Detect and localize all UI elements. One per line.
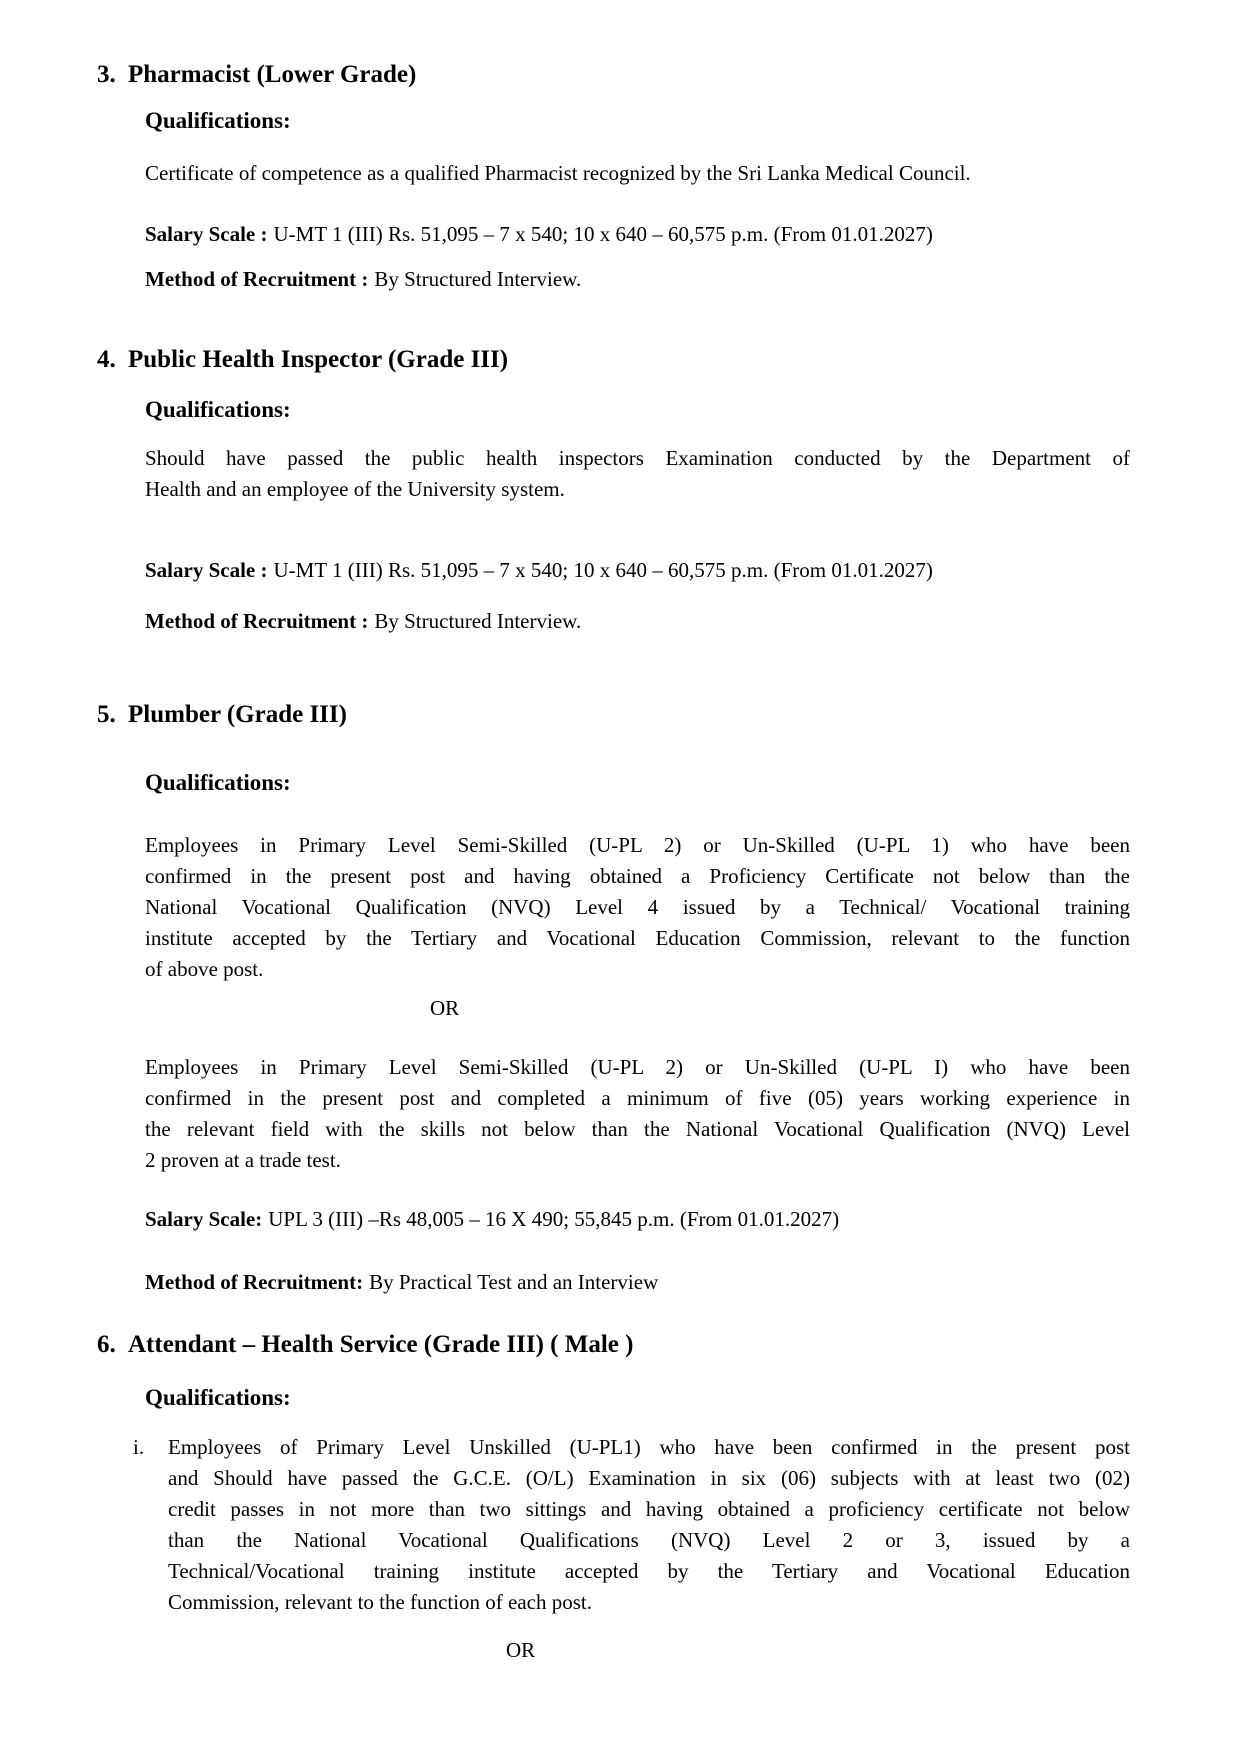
section-title: Pharmacist (Lower Grade) [128, 61, 417, 88]
paragraph-line: than the National Vocational Qualifications (NVQ) Level 2 or 3, issued by a [168, 1528, 1130, 1552]
salary-scale-line [145, 1204, 1130, 1235]
paragraph-line: Should have passed the public health inspectors Examination conducted by the Department of [145, 446, 1130, 470]
section-number: 4. [97, 346, 116, 373]
or-separator: OR [506, 1638, 536, 1662]
method-of-recruitment-line [145, 1267, 1130, 1298]
paragraph-line: Commission, relevant to the function of each post. [168, 1590, 592, 1614]
method-of-recruitment-line [145, 606, 1130, 637]
section-title: Attendant – Health Service (Grade III) ( Male ) [128, 1331, 634, 1358]
section-heading [97, 1330, 1130, 1360]
section-plumber [97, 700, 1130, 1298]
paragraph-line: institute accepted by the Tertiary and Vocational Education Commission, relevant to the function [145, 926, 1130, 950]
section-pharmacist [97, 60, 1130, 295]
method-of-recruitment-value: By Structured Interview. [374, 267, 582, 291]
section-number: 5. [97, 701, 116, 728]
qualification-list-item [133, 1432, 1130, 1618]
list-item-text [168, 1432, 1130, 1618]
section-heading [97, 60, 1130, 90]
paragraph-line: Employees of Primary Level Unskilled (U-PL1) who have been confirmed in the present post [168, 1435, 1130, 1459]
qualification-paragraph [145, 443, 1130, 505]
method-of-recruitment-label: Method of Recruitment: [145, 1270, 364, 1294]
method-of-recruitment-line [145, 264, 1130, 295]
qualification-paragraph [145, 830, 1130, 985]
section-heading [97, 345, 1130, 375]
list-item-marker: i. [133, 1435, 145, 1459]
salary-scale-label: Salary Scale : [145, 558, 268, 582]
section-number: 6. [97, 1331, 116, 1358]
qualifications-label: Qualifications: [145, 770, 291, 795]
paragraph-line: National Vocational Qualification (NVQ) Level 4 issued by a Technical/ Vocational training [145, 895, 1130, 919]
salary-scale-value: UPL 3 (III) –Rs 48,005 – 16 X 490; 55,845 p.m. (From 01.01.2027) [268, 1207, 840, 1231]
salary-scale-line [145, 555, 1130, 586]
paragraph-line: of above post. [145, 957, 264, 981]
method-of-recruitment-value: By Practical Test and an Interview [369, 1270, 659, 1294]
section-title: Public Health Inspector (Grade III) [128, 346, 509, 373]
salary-scale-value: U-MT 1 (III) Rs. 51,095 – 7 x 540; 10 x 640 – 60,575 p.m. (From 01.01.2027) [273, 222, 933, 246]
paragraph-line: the relevant field with the skills not below than the National Vocational Qualification (NVQ) Level [145, 1117, 1130, 1141]
section-title: Plumber (Grade III) [128, 701, 347, 728]
section-public-health-inspector [97, 345, 1130, 637]
salary-scale-label: Salary Scale: [145, 1207, 263, 1231]
or-separator: OR [430, 996, 460, 1020]
section-number: 3. [97, 61, 116, 88]
method-of-recruitment-value: By Structured Interview. [374, 609, 582, 633]
paragraph-line: Health and an employee of the University system. [145, 477, 565, 501]
paragraph-line: confirmed in the present post and having obtained a Proficiency Certificate not below than the [145, 864, 1130, 888]
paragraph-line: credit passes in not more than two sittings and having obtained a proficiency certificate not below [168, 1497, 1130, 1521]
paragraph-line: Technical/Vocational training institute accepted by the Tertiary and Vocational Education [168, 1559, 1130, 1583]
qualifications-label: Qualifications: [145, 397, 291, 422]
qualification-paragraph [145, 1052, 1130, 1176]
salary-scale-line [145, 219, 1130, 250]
salary-scale-label: Salary Scale : [145, 222, 268, 246]
qualifications-label: Qualifications: [145, 108, 291, 133]
paragraph-line: confirmed in the present post and completed a minimum of five (05) years working experience in [145, 1086, 1130, 1110]
method-of-recruitment-label: Method of Recruitment : [145, 609, 369, 633]
salary-scale-value: U-MT 1 (III) Rs. 51,095 – 7 x 540; 10 x 640 – 60,575 p.m. (From 01.01.2027) [273, 558, 933, 582]
paragraph-line: Employees in Primary Level Semi-Skilled (U-PL 2) or Un-Skilled (U-PL 1) who have been [145, 833, 1130, 857]
paragraph-line: 2 proven at a trade test. [145, 1148, 341, 1172]
method-of-recruitment-label: Method of Recruitment : [145, 267, 369, 291]
section-attendant-health-service [97, 1330, 1130, 1666]
qualification-paragraph: Certificate of competence as a qualified Pharmacist recognized by the Sri Lanka Medical Council. [145, 161, 971, 185]
paragraph-line: and Should have passed the G.C.E. (O/L) Examination in six (06) subjects with at least two (02) [168, 1466, 1130, 1490]
qualifications-label: Qualifications: [145, 1385, 291, 1410]
section-heading [97, 700, 1130, 730]
paragraph-line: Employees in Primary Level Semi-Skilled (U-PL 2) or Un-Skilled (U-PL I) who have been [145, 1055, 1130, 1079]
